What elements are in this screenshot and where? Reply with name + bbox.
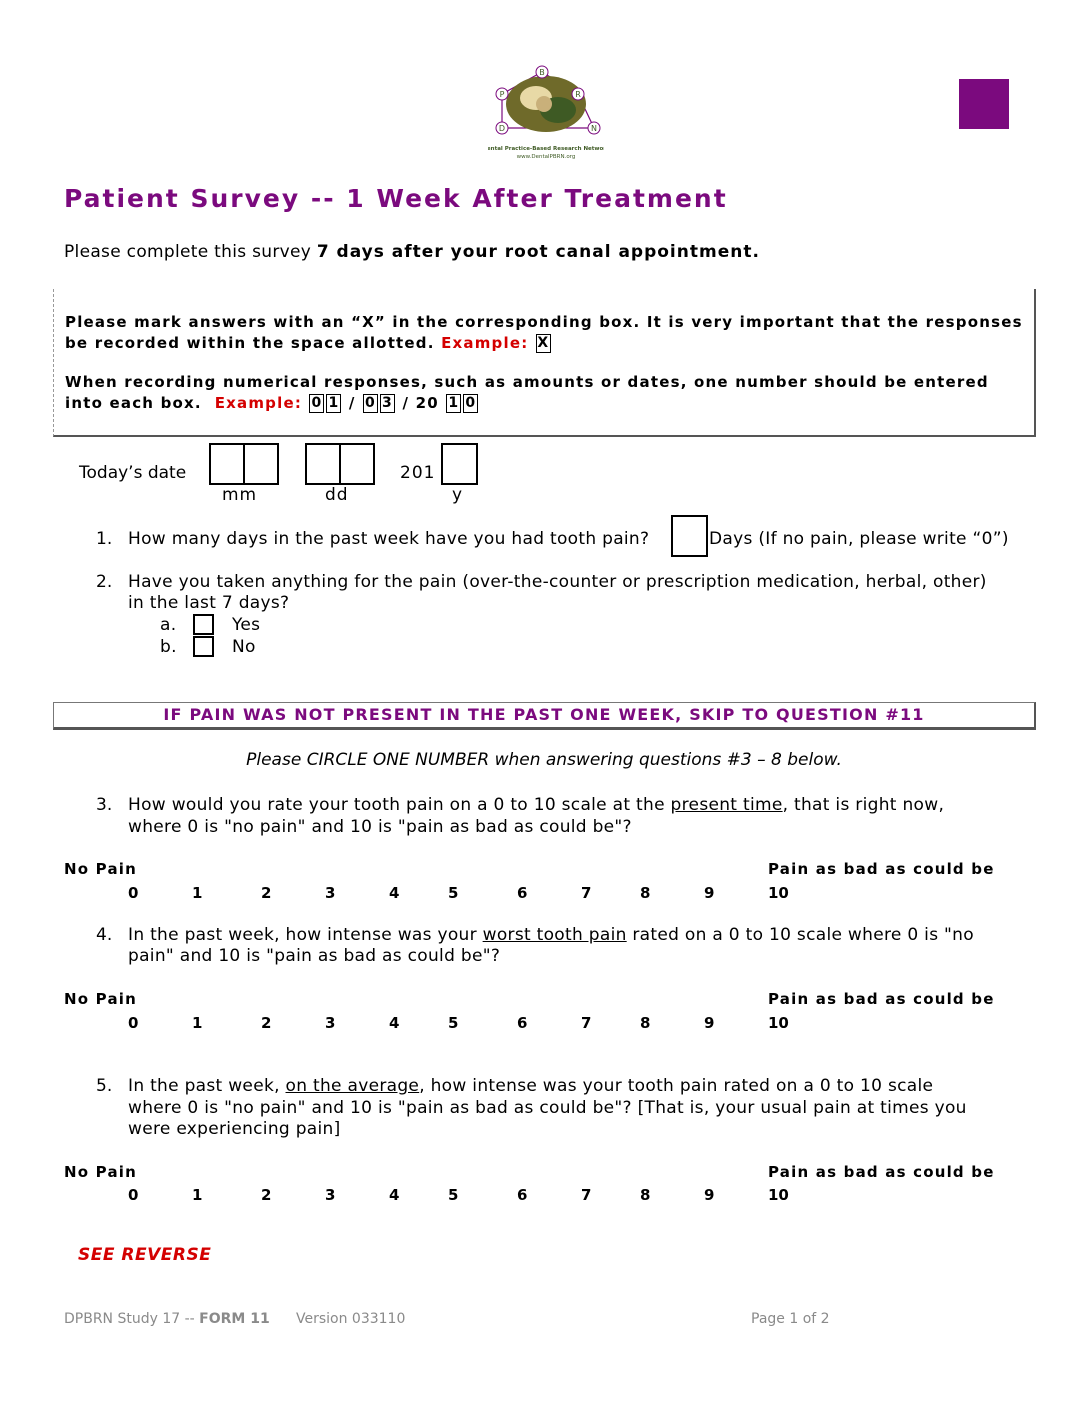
q3-scale-option-10[interactable]: 10 — [768, 884, 789, 902]
q3-scale-high-label: Pain as bad as could be — [768, 860, 995, 878]
svg-text:N: N — [591, 124, 597, 133]
q4-line1: In the past week, how intense was your worst tooth pain rated on a 0 to 10 scale where 0 is "no — [128, 925, 974, 945]
q3-scale-option-7[interactable]: 7 — [581, 884, 592, 902]
q4-scale-option-7[interactable]: 7 — [581, 1014, 592, 1032]
q5-line3: were experiencing pain] — [128, 1119, 341, 1139]
q2-line2: in the last 7 days? — [128, 593, 290, 613]
q5-scale-option-7[interactable]: 7 — [581, 1186, 592, 1204]
q5-scale-option-1[interactable]: 1 — [192, 1186, 203, 1204]
q2-option-a-letter: a. — [160, 615, 177, 635]
q3-scale-option-3[interactable]: 3 — [325, 884, 336, 902]
q3-number: 3. — [96, 795, 113, 815]
q5-scale-option-2[interactable]: 2 — [261, 1186, 272, 1204]
q5-number: 5. — [96, 1076, 113, 1096]
q5-line1: In the past week, on the average, how intense was your tooth pain rated on a 0 to 10 scale — [128, 1076, 934, 1096]
q5-scale-low-label: No Pain — [64, 1163, 138, 1181]
footer-study: DPBRN Study 17 -- FORM 11 — [64, 1311, 270, 1327]
q4-scale-option-9[interactable]: 9 — [704, 1014, 715, 1032]
q3-scale-option-0[interactable]: 0 — [128, 884, 139, 902]
see-reverse-note: SEE REVERSE — [78, 1245, 212, 1265]
q4-scale-option-10[interactable]: 10 — [768, 1014, 789, 1032]
q2-no-label: No — [232, 637, 256, 657]
q4-scale-option-3[interactable]: 3 — [325, 1014, 336, 1032]
svg-text:Dental Practice-Based Research: Dental Practice-Based Research Network — [488, 146, 604, 152]
mm-label: mm — [222, 485, 258, 505]
q5-scale-option-3[interactable]: 3 — [325, 1186, 336, 1204]
q2-no-checkbox[interactable] — [193, 636, 214, 657]
q5-scale-option-10[interactable]: 10 — [768, 1186, 789, 1204]
svg-text:R: R — [575, 90, 581, 99]
svg-text:P: P — [499, 90, 505, 99]
q5-line2: where 0 is "no pain" and 10 is "pain as bad as could be"? [That is, your usual pain at times you — [128, 1098, 967, 1118]
month-input[interactable] — [209, 443, 279, 485]
q4-scale-option-6[interactable]: 6 — [517, 1014, 528, 1032]
q2-yes-checkbox[interactable] — [193, 614, 214, 635]
q3-scale-option-6[interactable]: 6 — [517, 884, 528, 902]
q5-scale-high-label: Pain as bad as could be — [768, 1163, 995, 1181]
svg-text:www.DentalPBRN.org: www.DentalPBRN.org — [516, 154, 576, 160]
q4-scale-option-1[interactable]: 1 — [192, 1014, 203, 1032]
q4-scale-option-4[interactable]: 4 — [389, 1014, 400, 1032]
q4-scale-low-label: No Pain — [64, 990, 138, 1008]
skip-banner: IF PAIN WAS NOT PRESENT IN THE PAST ONE WEEK, SKIP TO QUESTION #11 — [53, 702, 1036, 730]
q4-scale-option-5[interactable]: 5 — [448, 1014, 459, 1032]
q5-scale-option-6[interactable]: 6 — [517, 1186, 528, 1204]
q2-number: 2. — [96, 572, 113, 592]
q4-number: 4. — [96, 925, 113, 945]
q4-scale-high-label: Pain as bad as could be — [768, 990, 995, 1008]
q5-scale-option-4[interactable]: 4 — [389, 1186, 400, 1204]
todays-date-label: Today’s date — [79, 463, 187, 483]
svg-text:D: D — [498, 124, 506, 133]
q5-scale-option-0[interactable]: 0 — [128, 1186, 139, 1204]
example-x-box: X — [537, 335, 550, 351]
instructions-box — [53, 289, 1036, 437]
q1-number: 1. — [96, 529, 113, 549]
y-label: y — [452, 485, 464, 505]
intro-text: Please complete this survey 7 days after your root canal appointment. — [64, 242, 760, 262]
footer-page: Page 1 of 2 — [751, 1311, 830, 1327]
q3-line2: where 0 is "no pain" and 10 is "pain as bad as could be"? — [128, 817, 632, 837]
q3-line1: How would you rate your tooth pain on a 0 to 10 scale at the present time, that is right now, — [128, 795, 945, 815]
q5-scale-option-5[interactable]: 5 — [448, 1186, 459, 1204]
q2-line1: Have you taken anything for the pain (over-the-counter or prescription medication, herbal, other) — [128, 572, 987, 592]
q2-yes-label: Yes — [232, 615, 261, 635]
q5-scale-option-9[interactable]: 9 — [704, 1186, 715, 1204]
svg-text:B: B — [539, 68, 545, 77]
q3-scale-option-8[interactable]: 8 — [640, 884, 651, 902]
q1-suffix: Days (If no pain, please write “0”) — [709, 529, 1009, 549]
q1-text: How many days in the past week have you had tooth pain? — [128, 529, 650, 549]
instructions-paragraph-2: When recording numerical responses, such as amounts or dates, one number should be entered into each box. Example: 0 1 / 0 3 / 20 1 0 — [65, 373, 989, 412]
q3-scale-option-4[interactable]: 4 — [389, 884, 400, 902]
q2-option-b-letter: b. — [160, 637, 177, 657]
q3-scale-low-label: No Pain — [64, 860, 138, 878]
q4-scale-option-0[interactable]: 0 — [128, 1014, 139, 1032]
q3-scale-option-9[interactable]: 9 — [704, 884, 715, 902]
q5-scale-option-8[interactable]: 8 — [640, 1186, 651, 1204]
instructions-paragraph-1: Please mark answers with an “X” in the corresponding box. It is very important that the responses be recorded within the space allotted. Example: X — [65, 313, 1023, 352]
footer-version: Version 033110 — [296, 1311, 406, 1327]
dd-label: dd — [325, 485, 349, 505]
dpbrn-logo — [488, 64, 604, 162]
day-input[interactable] — [305, 443, 375, 485]
year-input[interactable] — [441, 443, 478, 485]
q3-scale-option-2[interactable]: 2 — [261, 884, 272, 902]
q3-scale-option-5[interactable]: 5 — [448, 884, 459, 902]
year-prefix: 201 — [400, 463, 436, 483]
page-title: Patient Survey -- 1 Week After Treatment — [64, 184, 728, 213]
q4-scale-option-2[interactable]: 2 — [261, 1014, 272, 1032]
q4-scale-option-8[interactable]: 8 — [640, 1014, 651, 1032]
example-label: Example: — [441, 334, 529, 352]
form-marker-square — [959, 79, 1009, 129]
q4-line2: pain" and 10 is "pain as bad as could be"? — [128, 946, 501, 966]
q3-scale-option-1[interactable]: 1 — [192, 884, 203, 902]
circle-instruction: Please CIRCLE ONE NUMBER when answering questions #3 – 8 below. — [246, 750, 842, 770]
q1-days-input[interactable] — [671, 515, 708, 557]
